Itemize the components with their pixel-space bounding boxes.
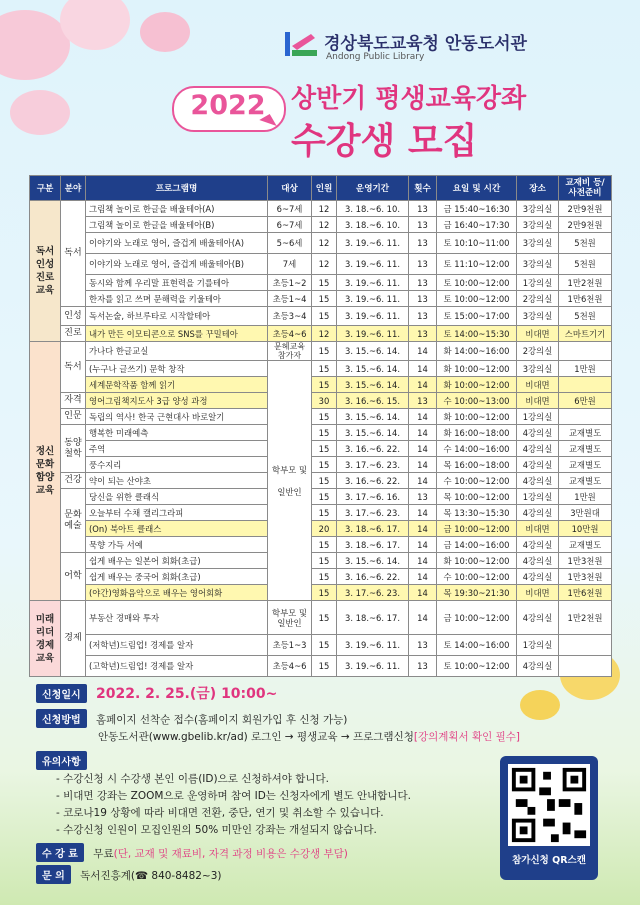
table-row <box>30 326 612 342</box>
place: 4강의실 <box>517 425 559 441</box>
place: 3강의실 <box>517 217 559 233</box>
col-header: 프로그램명 <box>86 176 268 201</box>
category-label: 동양 철학 <box>61 425 86 473</box>
capacity: 12 <box>312 233 337 254</box>
place: 3강의실 <box>517 233 559 254</box>
period: 3. 15.~6. 14. <box>337 553 409 569</box>
period: 3. 18.~6. 17. <box>337 601 409 635</box>
count: 13 <box>409 489 437 505</box>
capacity: 15 <box>312 361 337 377</box>
table-row <box>30 635 612 656</box>
program-name: 오늘부터 수채 캘리그라피 <box>86 505 268 521</box>
place: 비대면 <box>517 393 559 409</box>
fee <box>559 635 612 656</box>
place: 4강의실 <box>517 553 559 569</box>
fee-free: 무료 <box>93 848 114 860</box>
target: 초등4~6 <box>268 656 312 677</box>
fee: 1만2천원 <box>559 275 612 291</box>
capacity: 12 <box>312 217 337 233</box>
time: 금 16:40~17:30 <box>437 217 517 233</box>
target: 초등1~2 <box>268 275 312 291</box>
program-name: 이야기와 노래로 영어, 즐겁게 배울테아(B) <box>86 254 268 275</box>
apply-method-line2: 안동도서관(www.gbelib.kr/ad) 로그인 → 평생교육 → 프로그램신청 <box>98 731 414 743</box>
time: 목 16:00~18:00 <box>437 457 517 473</box>
count: 13 <box>409 307 437 326</box>
table-row <box>30 537 612 553</box>
place: 3강의실 <box>517 201 559 217</box>
fee <box>559 377 612 393</box>
place: 1강의실 <box>517 635 559 656</box>
table-row <box>30 441 612 457</box>
fee: 교재별도 <box>559 473 612 489</box>
fee: 5천원 <box>559 254 612 275</box>
program-name: (누구나 글쓰기) 문학 창작 <box>86 361 268 377</box>
period: 3. 15.~6. 14. <box>337 377 409 393</box>
time: 목 19:30~21:30 <box>437 585 517 601</box>
time: 토 10:10~11:00 <box>437 233 517 254</box>
place: 3강의실 <box>517 254 559 275</box>
apply-method-label: 신청방법 <box>36 709 87 728</box>
time: 토 11:10~12:00 <box>437 254 517 275</box>
capacity: 12 <box>312 254 337 275</box>
program-name: 세계문학작품 함께 읽기 <box>86 377 268 393</box>
place: 2강의실 <box>517 342 559 361</box>
time: 토 14:00~16:00 <box>437 635 517 656</box>
col-header: 구분 <box>30 176 61 201</box>
place: 3강의실 <box>517 307 559 326</box>
place: 비대면 <box>517 377 559 393</box>
period: 3. 15.~6. 14. <box>337 361 409 377</box>
capacity: 15 <box>312 275 337 291</box>
program-name: 내가 만든 이모티콘으로 SNS를 꾸밀테아 <box>86 326 268 342</box>
capacity: 15 <box>312 457 337 473</box>
capacity: 15 <box>312 553 337 569</box>
col-header: 요일 및 시간 <box>437 176 517 201</box>
program-name: 부동산 경매와 투자 <box>86 601 268 635</box>
period: 3. 19.~6. 11. <box>337 275 409 291</box>
table-row <box>30 361 612 377</box>
period: 3. 19.~6. 11. <box>337 233 409 254</box>
period: 3. 16.~6. 22. <box>337 473 409 489</box>
count: 14 <box>409 521 437 537</box>
col-header: 분야 <box>61 176 86 201</box>
period: 3. 19.~6. 11. <box>337 307 409 326</box>
notice-item: - 수강신청 인원이 모집인원의 50% 미만인 강좌는 개설되지 않습니다. <box>56 824 377 836</box>
notice-label: 유의사항 <box>36 751 87 770</box>
org-name: 경상북도교육청 안동도서관 <box>324 34 527 54</box>
time: 수 10:00~12:00 <box>437 473 517 489</box>
capacity: 15 <box>312 505 337 521</box>
fee: 교재별도 <box>559 457 612 473</box>
contact-label: 문 의 <box>36 865 71 884</box>
fee: 교재별도 <box>559 425 612 441</box>
capacity: 15 <box>312 656 337 677</box>
target: 5~6세 <box>268 233 312 254</box>
count: 13 <box>409 393 437 409</box>
time: 수 10:00~13:00 <box>437 393 517 409</box>
program-name: 쉽게 배우는 중국어 회화(초급) <box>86 569 268 585</box>
capacity: 15 <box>312 409 337 425</box>
program-name: 동시와 함께 우리말 표현력을 기를테아 <box>86 275 268 291</box>
fee: 1만6천원 <box>559 291 612 307</box>
program-name: 약이 되는 산야초 <box>86 473 268 489</box>
place: 3강의실 <box>517 361 559 377</box>
count: 14 <box>409 377 437 393</box>
period: 3. 16.~6. 22. <box>337 569 409 585</box>
count: 13 <box>409 201 437 217</box>
capacity: 15 <box>312 377 337 393</box>
target: 학부모 및 일반인 <box>268 601 312 635</box>
fee: 6만원 <box>559 393 612 409</box>
col-header: 장소 <box>517 176 559 201</box>
count: 14 <box>409 553 437 569</box>
period: 3. 15.~6. 14. <box>337 342 409 361</box>
count: 13 <box>409 254 437 275</box>
target: 문헤교육 참가자 <box>268 342 312 361</box>
period: 3. 19.~6. 11. <box>337 326 409 342</box>
count: 14 <box>409 585 437 601</box>
program-name: 그림책 놀이로 한글을 배울테아(A) <box>86 201 268 217</box>
category-label: 인성 <box>61 307 86 326</box>
target: 초등1~3 <box>268 635 312 656</box>
apply-date-label: 신청일시 <box>36 684 87 703</box>
place: 비대면 <box>517 585 559 601</box>
period: 3. 18.~6. 10. <box>337 217 409 233</box>
program-name: 행복한 미래예측 <box>86 425 268 441</box>
time: 금 10:00~12:00 <box>437 521 517 537</box>
header <box>0 0 640 170</box>
program-name: 한자를 읽고 쓰며 문해력을 키울테아 <box>86 291 268 307</box>
table-row <box>30 457 612 473</box>
fee: 5천원 <box>559 307 612 326</box>
target: 6~7세 <box>268 201 312 217</box>
category-label: 독서 <box>61 201 86 307</box>
count: 13 <box>409 326 437 342</box>
notice-item: - 코로나19 상황에 따라 비대면 전환, 중단, 연기 및 취소할 수 있습니다. <box>56 807 384 819</box>
target: 학부모 및 일반인 <box>268 361 312 601</box>
time: 목 13:30~15:30 <box>437 505 517 521</box>
table-row <box>30 409 612 425</box>
title-line1: 상반기 평생교육강좌 <box>291 84 527 114</box>
fee: 교재별도 <box>559 537 612 553</box>
program-name: 독립의 역사! 한국 근현대사 바로알기 <box>86 409 268 425</box>
fee-note: (단, 교재 및 재료비, 자격 과정 비용은 수강생 부담) <box>113 848 348 860</box>
period: 3. 17.~6. 23. <box>337 457 409 473</box>
time: 토 10:00~12:00 <box>437 656 517 677</box>
fee: 1만6천원 <box>559 585 612 601</box>
fee: 1만2천원 <box>559 601 612 635</box>
place: 4강의실 <box>517 505 559 521</box>
place: 4강의실 <box>517 457 559 473</box>
fee: 교재별도 <box>559 441 612 457</box>
fee <box>559 656 612 677</box>
notice-item: - 비대면 강좌는 ZOOM으로 운영하며 참여 ID는 신청자에게 별도 안내합니다. <box>56 790 411 802</box>
count: 14 <box>409 537 437 553</box>
capacity: 12 <box>312 326 337 342</box>
col-header: 운영기간 <box>337 176 409 201</box>
program-name: (On) 북아트 클래스 <box>86 521 268 537</box>
time: 금 14:00~16:00 <box>437 537 517 553</box>
fee: 1만원 <box>559 489 612 505</box>
col-header: 교재비 등/ 사전준비 <box>559 176 612 201</box>
time: 목 10:00~12:00 <box>437 489 517 505</box>
time: 토 10:00~12:00 <box>437 291 517 307</box>
count: 13 <box>409 217 437 233</box>
capacity: 15 <box>312 537 337 553</box>
apply-method-note: [강의계획서 확인 필수] <box>413 731 521 743</box>
table-row <box>30 601 612 635</box>
contact-text: 독서진흥계(☎ 840-8482~3) <box>80 870 222 882</box>
table-row <box>30 275 612 291</box>
count: 13 <box>409 656 437 677</box>
time: 금 15:40~16:30 <box>437 201 517 217</box>
program-name: (저학년)드림업! 경제를 알자 <box>86 635 268 656</box>
fee-label: 수 강 료 <box>36 843 84 862</box>
table-row <box>30 342 612 361</box>
category-label: 문화 예술 <box>61 489 86 553</box>
program-name: 가나다 한글교실 <box>86 342 268 361</box>
place: 1강의실 <box>517 409 559 425</box>
program-name: (고학년)드림업! 경제를 알자 <box>86 656 268 677</box>
time: 화 14:00~16:00 <box>437 342 517 361</box>
capacity: 15 <box>312 307 337 326</box>
capacity: 15 <box>312 601 337 635</box>
program-name: 영어그림책지도사 3급 양성 과정 <box>86 393 268 409</box>
place: 4강의실 <box>517 537 559 553</box>
table-header-row <box>30 176 612 201</box>
org-sub: Andong Public Library <box>326 52 425 62</box>
fee: 5천원 <box>559 233 612 254</box>
qr-code-icon[interactable] <box>508 764 590 846</box>
capacity: 15 <box>312 635 337 656</box>
period: 3. 17.~6. 23. <box>337 585 409 601</box>
target: 6~7세 <box>268 217 312 233</box>
col-header: 횟수 <box>409 176 437 201</box>
section-label: 미래 리더 경제 교육 <box>30 601 61 677</box>
capacity: 30 <box>312 393 337 409</box>
title-line2: 수강생 모집 <box>291 121 478 162</box>
library-logo-icon <box>283 32 319 58</box>
table-row <box>30 656 612 677</box>
time: 수 10:00~12:00 <box>437 569 517 585</box>
place: 1강의실 <box>517 275 559 291</box>
capacity: 12 <box>312 201 337 217</box>
period: 3. 19.~6. 11. <box>337 254 409 275</box>
category-label: 어학 <box>61 553 86 601</box>
capacity: 15 <box>312 585 337 601</box>
program-name: 당신을 위한 클래식 <box>86 489 268 505</box>
table-row <box>30 473 612 489</box>
count: 13 <box>409 233 437 254</box>
period: 3. 19.~6. 11. <box>337 291 409 307</box>
qr-box <box>500 756 598 880</box>
time: 화 10:00~12:00 <box>437 361 517 377</box>
fee: 1만3천원 <box>559 569 612 585</box>
apply-date: 2022. 2. 25.(금) 10:00~ <box>95 686 278 702</box>
count: 14 <box>409 342 437 361</box>
program-name: 독서논술, 하브루타로 시작할테아 <box>86 307 268 326</box>
period: 3. 16.~6. 15. <box>337 393 409 409</box>
program-name: 그림책 놀이로 한글을 배울테아(B) <box>86 217 268 233</box>
capacity: 15 <box>312 425 337 441</box>
count: 14 <box>409 505 437 521</box>
program-name: 풍수지리 <box>86 457 268 473</box>
period: 3. 18.~6. 10. <box>337 201 409 217</box>
table-row <box>30 201 612 217</box>
section-label: 정신 문화 함양 교육 <box>30 342 61 601</box>
capacity: 20 <box>312 521 337 537</box>
category-label: 진로 <box>61 326 86 342</box>
col-header: 인원 <box>312 176 337 201</box>
place: 비대면 <box>517 521 559 537</box>
fee: 스마트기기 <box>559 326 612 342</box>
category-label: 독서 <box>61 342 86 393</box>
category-label: 건강 <box>61 473 86 489</box>
time: 토 14:00~15:30 <box>437 326 517 342</box>
count: 13 <box>409 291 437 307</box>
count: 14 <box>409 361 437 377</box>
capacity: 15 <box>312 441 337 457</box>
place: 4강의실 <box>517 569 559 585</box>
target: 초등3~4 <box>268 307 312 326</box>
fee: 2만9천원 <box>559 201 612 217</box>
place: 1강의실 <box>517 489 559 505</box>
period: 3. 15.~6. 14. <box>337 409 409 425</box>
capacity: 15 <box>312 342 337 361</box>
col-header: 대상 <box>268 176 312 201</box>
table-row <box>30 291 612 307</box>
program-name: 이야기와 노래로 영어, 즐겁게 배울테아(A) <box>86 233 268 254</box>
time: 화 16:00~18:00 <box>437 425 517 441</box>
fee <box>559 409 612 425</box>
time: 토 10:00~12:00 <box>437 275 517 291</box>
notice-list <box>56 771 411 839</box>
place: 4강의실 <box>517 656 559 677</box>
category-label: 경제 <box>61 601 86 677</box>
table-row <box>30 307 612 326</box>
category-label: 자격 <box>61 393 86 409</box>
period: 3. 19.~6. 11. <box>337 656 409 677</box>
count: 13 <box>409 635 437 656</box>
period: 3. 17.~6. 16. <box>337 489 409 505</box>
fee: 1만원 <box>559 361 612 377</box>
period: 3. 18.~6. 17. <box>337 521 409 537</box>
time: 화 10:00~12:00 <box>437 409 517 425</box>
count: 14 <box>409 473 437 489</box>
fee <box>559 342 612 361</box>
place: 4강의실 <box>517 441 559 457</box>
apply-method-line1: 홈페이지 선착순 접수(홈페이지 회원가입 후 신청 가능) <box>95 714 348 726</box>
period: 3. 17.~6. 23. <box>337 505 409 521</box>
period: 3. 18.~6. 17. <box>337 537 409 553</box>
count: 14 <box>409 441 437 457</box>
count: 14 <box>409 601 437 635</box>
table-row <box>30 521 612 537</box>
time: 화 10:00~12:00 <box>437 377 517 393</box>
table-row <box>30 585 612 601</box>
fee: 2만9천원 <box>559 217 612 233</box>
period: 3. 16.~6. 22. <box>337 441 409 457</box>
capacity: 15 <box>312 489 337 505</box>
program-name: (야간)영화음악으로 배우는 영어회화 <box>86 585 268 601</box>
category-label: 인문 <box>61 409 86 425</box>
target: 초등4~6 <box>268 326 312 342</box>
place: 비대면 <box>517 326 559 342</box>
program-name: 주역 <box>86 441 268 457</box>
target: 7세 <box>268 254 312 275</box>
table-row <box>30 425 612 441</box>
count: 14 <box>409 409 437 425</box>
count: 14 <box>409 425 437 441</box>
capacity: 15 <box>312 291 337 307</box>
time: 수 14:00~16:00 <box>437 441 517 457</box>
fee: 1만3천원 <box>559 553 612 569</box>
table-row <box>30 505 612 521</box>
place: 2강의실 <box>517 291 559 307</box>
table-row <box>30 377 612 393</box>
capacity: 15 <box>312 473 337 489</box>
qr-caption: 참가신청 QR스캔 <box>512 855 586 866</box>
table-row <box>30 569 612 585</box>
program-table <box>29 175 611 677</box>
section-label: 독서 인성 진로 교육 <box>30 201 61 342</box>
time: 금 10:00~12:00 <box>437 601 517 635</box>
fee: 3만원대 <box>559 505 612 521</box>
count: 14 <box>409 569 437 585</box>
fee: 10만원 <box>559 521 612 537</box>
table-row <box>30 254 612 275</box>
table-row <box>30 393 612 409</box>
table-row <box>30 489 612 505</box>
capacity: 15 <box>312 569 337 585</box>
count: 14 <box>409 457 437 473</box>
period: 3. 19.~6. 11. <box>337 635 409 656</box>
place: 4강의실 <box>517 473 559 489</box>
program-name: 쉽게 배우는 일본어 회화(초급) <box>86 553 268 569</box>
count: 13 <box>409 275 437 291</box>
time: 화 10:00~12:00 <box>437 553 517 569</box>
program-name: 묵향 가득 서예 <box>86 537 268 553</box>
place: 4강의실 <box>517 601 559 635</box>
target: 초등1~4 <box>268 291 312 307</box>
year: 2022 <box>190 90 266 121</box>
table-row <box>30 553 612 569</box>
table-row <box>30 233 612 254</box>
period: 3. 15.~6. 14. <box>337 425 409 441</box>
notice-item: - 수강신청 시 수강생 본인 이름(ID)으로 신청하셔야 합니다. <box>56 773 330 785</box>
time: 토 15:00~17:00 <box>437 307 517 326</box>
forsythia-decoration <box>520 690 560 720</box>
table-row <box>30 217 612 233</box>
